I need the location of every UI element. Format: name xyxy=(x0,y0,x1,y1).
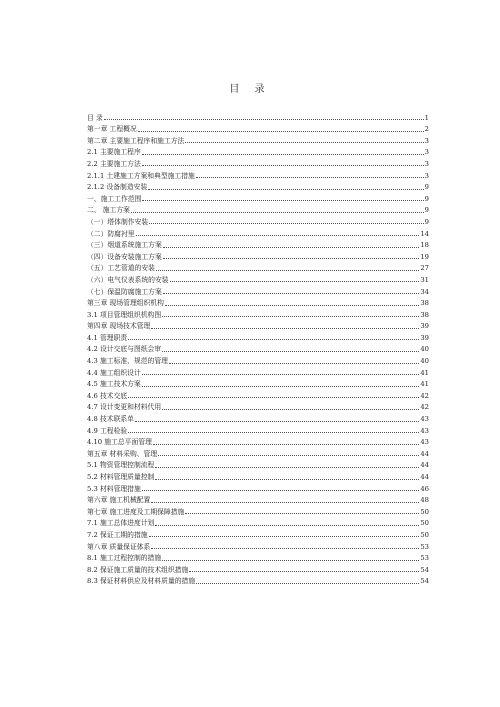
toc-entry[interactable] xyxy=(87,458,429,470)
toc-entry-label: 2.1.2 设备制造安装 xyxy=(87,183,148,192)
toc-leader-dots xyxy=(185,513,419,514)
toc-entry-label: 5.3 材料管理措施 xyxy=(87,484,141,493)
toc-entry[interactable] xyxy=(87,272,429,284)
toc-entry-page: 31 xyxy=(420,275,429,284)
toc-leader-dots xyxy=(185,142,423,143)
toc-entry-label: 7.2 保证工期的措施 xyxy=(87,530,148,539)
toc-leader-dots xyxy=(142,200,423,201)
toc-entry-label: 4.8 技术联系单 xyxy=(87,415,134,424)
toc-entry-page: 38 xyxy=(420,299,429,308)
toc-entry-label: （一）塔体制作安装 xyxy=(87,217,149,226)
toc-entry[interactable] xyxy=(87,191,429,203)
toc-entry[interactable] xyxy=(87,388,429,400)
toc-entry-page: 54 xyxy=(420,565,429,574)
toc-entry-label: 4.10 施工总平面管理 xyxy=(87,438,152,447)
toc-entry-page: 3 xyxy=(424,159,429,168)
toc-entry-page: 34 xyxy=(420,287,429,296)
toc-entry[interactable] xyxy=(87,226,429,238)
toc-entry-label: 7.1 施工总体进度计划 xyxy=(87,519,155,528)
toc-leader-dots xyxy=(149,223,424,224)
toc-leader-dots xyxy=(155,467,419,468)
toc-entry-label: 一、施工工作范围 xyxy=(87,194,142,203)
toc-entry-page: 3 xyxy=(424,136,429,145)
toc-entry-page: 14 xyxy=(420,229,429,238)
toc-entry-page: 43 xyxy=(420,426,429,435)
toc-leader-dots xyxy=(149,536,420,537)
toc-entry-label: 第二章 主要施工程序和施工方法 xyxy=(87,136,185,145)
toc-entry-label: 8.3 保证材料供应及材料质量的措施 xyxy=(87,577,196,586)
toc-entry-page: 9 xyxy=(424,217,429,226)
toc-leader-dots xyxy=(165,305,419,306)
toc-entry-label: （五）工艺管道的安装 xyxy=(87,264,155,273)
toc-leader-dots xyxy=(142,165,424,166)
toc-entry-label: 3.1 项目管理组织机构图 xyxy=(87,310,162,319)
toc-entry[interactable] xyxy=(87,249,429,261)
toc-entry[interactable] xyxy=(87,481,429,493)
toc-entry[interactable] xyxy=(87,435,429,447)
toc-entry-label: 4.6 技术交底 xyxy=(87,391,128,400)
toc-entry-page: 40 xyxy=(420,345,429,354)
toc-leader-dots xyxy=(163,247,420,248)
toc-entry-page: 46 xyxy=(420,484,429,493)
toc-leader-dots xyxy=(162,351,419,352)
toc-entry-page: 39 xyxy=(420,322,429,331)
toc-entry[interactable] xyxy=(87,377,429,389)
toc-entry[interactable] xyxy=(87,168,429,180)
toc-entry[interactable] xyxy=(87,203,429,215)
toc-leader-dots xyxy=(128,432,419,433)
toc-entry[interactable] xyxy=(87,156,429,168)
toc-entry[interactable] xyxy=(87,423,429,435)
toc-leader-dots xyxy=(138,131,424,132)
toc-leader-dots xyxy=(128,339,419,340)
toc-entry-page: 9 xyxy=(424,194,429,203)
toc-entry-page: 44 xyxy=(420,473,429,481)
toc-leader-dots xyxy=(136,235,420,236)
toc-entry-label: （二）防腐衬里 xyxy=(87,229,135,238)
toc-entry-page: 1 xyxy=(424,113,429,122)
toc-entry[interactable] xyxy=(87,214,429,226)
toc-entry-page: 50 xyxy=(420,507,429,516)
toc-entry-label: 4.1 管理职责 xyxy=(87,333,128,342)
toc-leader-dots xyxy=(142,154,424,155)
toc-entry-label: （六）电气仪表系统的安装 xyxy=(87,275,169,284)
toc-entry[interactable] xyxy=(87,353,429,365)
toc-entry[interactable] xyxy=(87,296,429,308)
toc-entry[interactable] xyxy=(87,446,429,458)
toc-entry[interactable] xyxy=(87,110,429,122)
toc-entry-label: 4.3 施工标准、规范的管理 xyxy=(87,357,168,366)
toc-leader-dots xyxy=(162,409,419,410)
toc-leader-dots xyxy=(142,374,420,375)
toc-entry-page: 44 xyxy=(420,449,429,458)
toc-entry-label: 2.1.1 土建施工方案和典型施工措施 xyxy=(87,171,195,180)
toc-entry-label: 第五章 材料采购、管理 xyxy=(87,449,158,458)
toc-leader-dots xyxy=(196,583,419,584)
toc-entry[interactable] xyxy=(87,562,429,574)
page-title: 目 录 xyxy=(229,84,271,95)
toc-entry-label: 4.9 工程检验 xyxy=(87,426,128,435)
toc-entry-page: 50 xyxy=(420,519,429,528)
table-of-contents xyxy=(87,110,429,585)
toc-entry-label: （三）烟道系统施工方案 xyxy=(87,241,162,250)
toc-entry[interactable] xyxy=(87,307,429,319)
toc-entry[interactable] xyxy=(87,400,429,412)
toc-leader-dots xyxy=(196,177,424,178)
toc-entry-label: （四）设备安装施工方案 xyxy=(87,252,162,261)
toc-entry-page: 44 xyxy=(420,461,429,470)
toc-entry[interactable] xyxy=(87,342,429,354)
toc-entry-page: 3 xyxy=(424,148,429,157)
toc-entry-page: 27 xyxy=(420,264,429,273)
toc-entry-label: 4.2 设计交底与图纸会审 xyxy=(87,345,162,354)
toc-entry-label: 第七章 施工进度及工期保障措施 xyxy=(87,507,185,516)
toc-leader-dots xyxy=(104,119,424,120)
toc-entry[interactable] xyxy=(87,504,429,516)
toc-entry-page: 39 xyxy=(420,333,429,342)
toc-entry[interactable] xyxy=(87,527,429,539)
toc-leader-dots xyxy=(142,490,420,491)
toc-entry-label: 2.2 主要施工方法 xyxy=(87,159,141,168)
toc-entry-label: 8.1 施工过程控制的措施 xyxy=(87,554,162,563)
toc-entry[interactable] xyxy=(87,574,429,586)
toc-entry[interactable] xyxy=(87,411,429,423)
toc-leader-dots xyxy=(155,479,419,480)
toc-leader-dots xyxy=(151,502,419,503)
toc-entry-label: 4.5 施工技术方案 xyxy=(87,380,141,389)
toc-entry-label: 4.4 施工组织设计 xyxy=(87,368,141,377)
toc-leader-dots xyxy=(142,386,420,387)
toc-leader-dots xyxy=(135,421,419,422)
toc-leader-dots xyxy=(163,258,420,259)
toc-entry-label: 第一章 工程概况 xyxy=(87,125,137,134)
toc-entry[interactable] xyxy=(87,319,429,331)
toc-leader-dots xyxy=(158,455,419,456)
toc-leader-dots xyxy=(155,525,419,526)
toc-entry-page: 41 xyxy=(420,380,429,389)
toc-entry-label: （七）保温防腐施工方案 xyxy=(87,287,162,296)
toc-entry-label: 第六章 施工机械配置 xyxy=(87,496,151,505)
toc-leader-dots xyxy=(151,328,419,329)
toc-leader-dots xyxy=(170,281,420,282)
toc-leader-dots xyxy=(153,444,419,445)
toc-leader-dots xyxy=(128,397,419,398)
toc-entry-page: 9 xyxy=(424,206,429,215)
toc-entry[interactable] xyxy=(87,284,429,296)
toc-entry-label: 8.2 保证施工质量的技术组织措施 xyxy=(87,565,189,574)
toc-entry-page: 19 xyxy=(420,252,429,261)
toc-entry-label: 5.1 物资管理控制流程 xyxy=(87,461,155,470)
toc-entry-page: 18 xyxy=(420,241,429,250)
toc-entry[interactable] xyxy=(87,238,429,250)
toc-leader-dots xyxy=(163,293,420,294)
toc-entry-page: 42 xyxy=(420,403,429,412)
toc-leader-dots xyxy=(162,316,419,317)
toc-entry-page: 40 xyxy=(420,357,429,366)
toc-entry-page: 48 xyxy=(420,496,429,505)
toc-entry-page: 41 xyxy=(420,368,429,377)
toc-entry-page: 54 xyxy=(420,577,429,586)
toc-entry-page: 43 xyxy=(420,438,429,447)
toc-entry-label: 二、 施工方案 xyxy=(87,206,130,215)
toc-leader-dots xyxy=(189,571,419,572)
toc-entry-page: 53 xyxy=(420,554,429,563)
toc-entry-page: 50 xyxy=(420,530,429,539)
toc-entry-page: 53 xyxy=(420,542,429,551)
toc-entry[interactable] xyxy=(87,516,429,528)
toc-entry-page: 38 xyxy=(420,310,429,319)
toc-entry-label: 4.7 设计变更和材料代用 xyxy=(87,403,162,412)
toc-entry-label: 第八章 质量保证体系 xyxy=(87,542,151,551)
toc-entry[interactable] xyxy=(87,469,429,481)
toc-entry[interactable] xyxy=(87,493,429,505)
toc-leader-dots xyxy=(156,270,419,271)
toc-entry[interactable] xyxy=(87,330,429,342)
toc-entry[interactable] xyxy=(87,133,429,145)
toc-entry-page: 9 xyxy=(424,183,429,192)
toc-leader-dots xyxy=(169,363,419,364)
toc-entry-page: 43 xyxy=(420,415,429,424)
toc-entry[interactable] xyxy=(87,551,429,563)
toc-leader-dots xyxy=(162,560,419,561)
toc-leader-dots xyxy=(151,548,419,549)
toc-entry-label: 第三章 现场管理组织机构 xyxy=(87,299,164,308)
toc-entry[interactable] xyxy=(87,261,429,273)
toc-leader-dots xyxy=(131,212,424,213)
toc-entry-label: 5.2 材料管理质量控制 xyxy=(87,473,155,481)
toc-entry-page: 42 xyxy=(420,391,429,400)
toc-entry-page: 3 xyxy=(424,171,429,180)
toc-entry-label: 目 录 xyxy=(87,113,103,122)
toc-entry[interactable] xyxy=(87,365,429,377)
toc-entry[interactable] xyxy=(87,180,429,192)
toc-entry[interactable] xyxy=(87,145,429,157)
toc-entry[interactable] xyxy=(87,122,429,134)
toc-leader-dots xyxy=(148,189,423,190)
toc-entry-label: 第四章 现场技术管理 xyxy=(87,322,151,331)
toc-entry-page: 2 xyxy=(424,125,429,134)
toc-entry[interactable] xyxy=(87,539,429,551)
toc-entry-label: 2.1 主要施工程序 xyxy=(87,148,141,157)
